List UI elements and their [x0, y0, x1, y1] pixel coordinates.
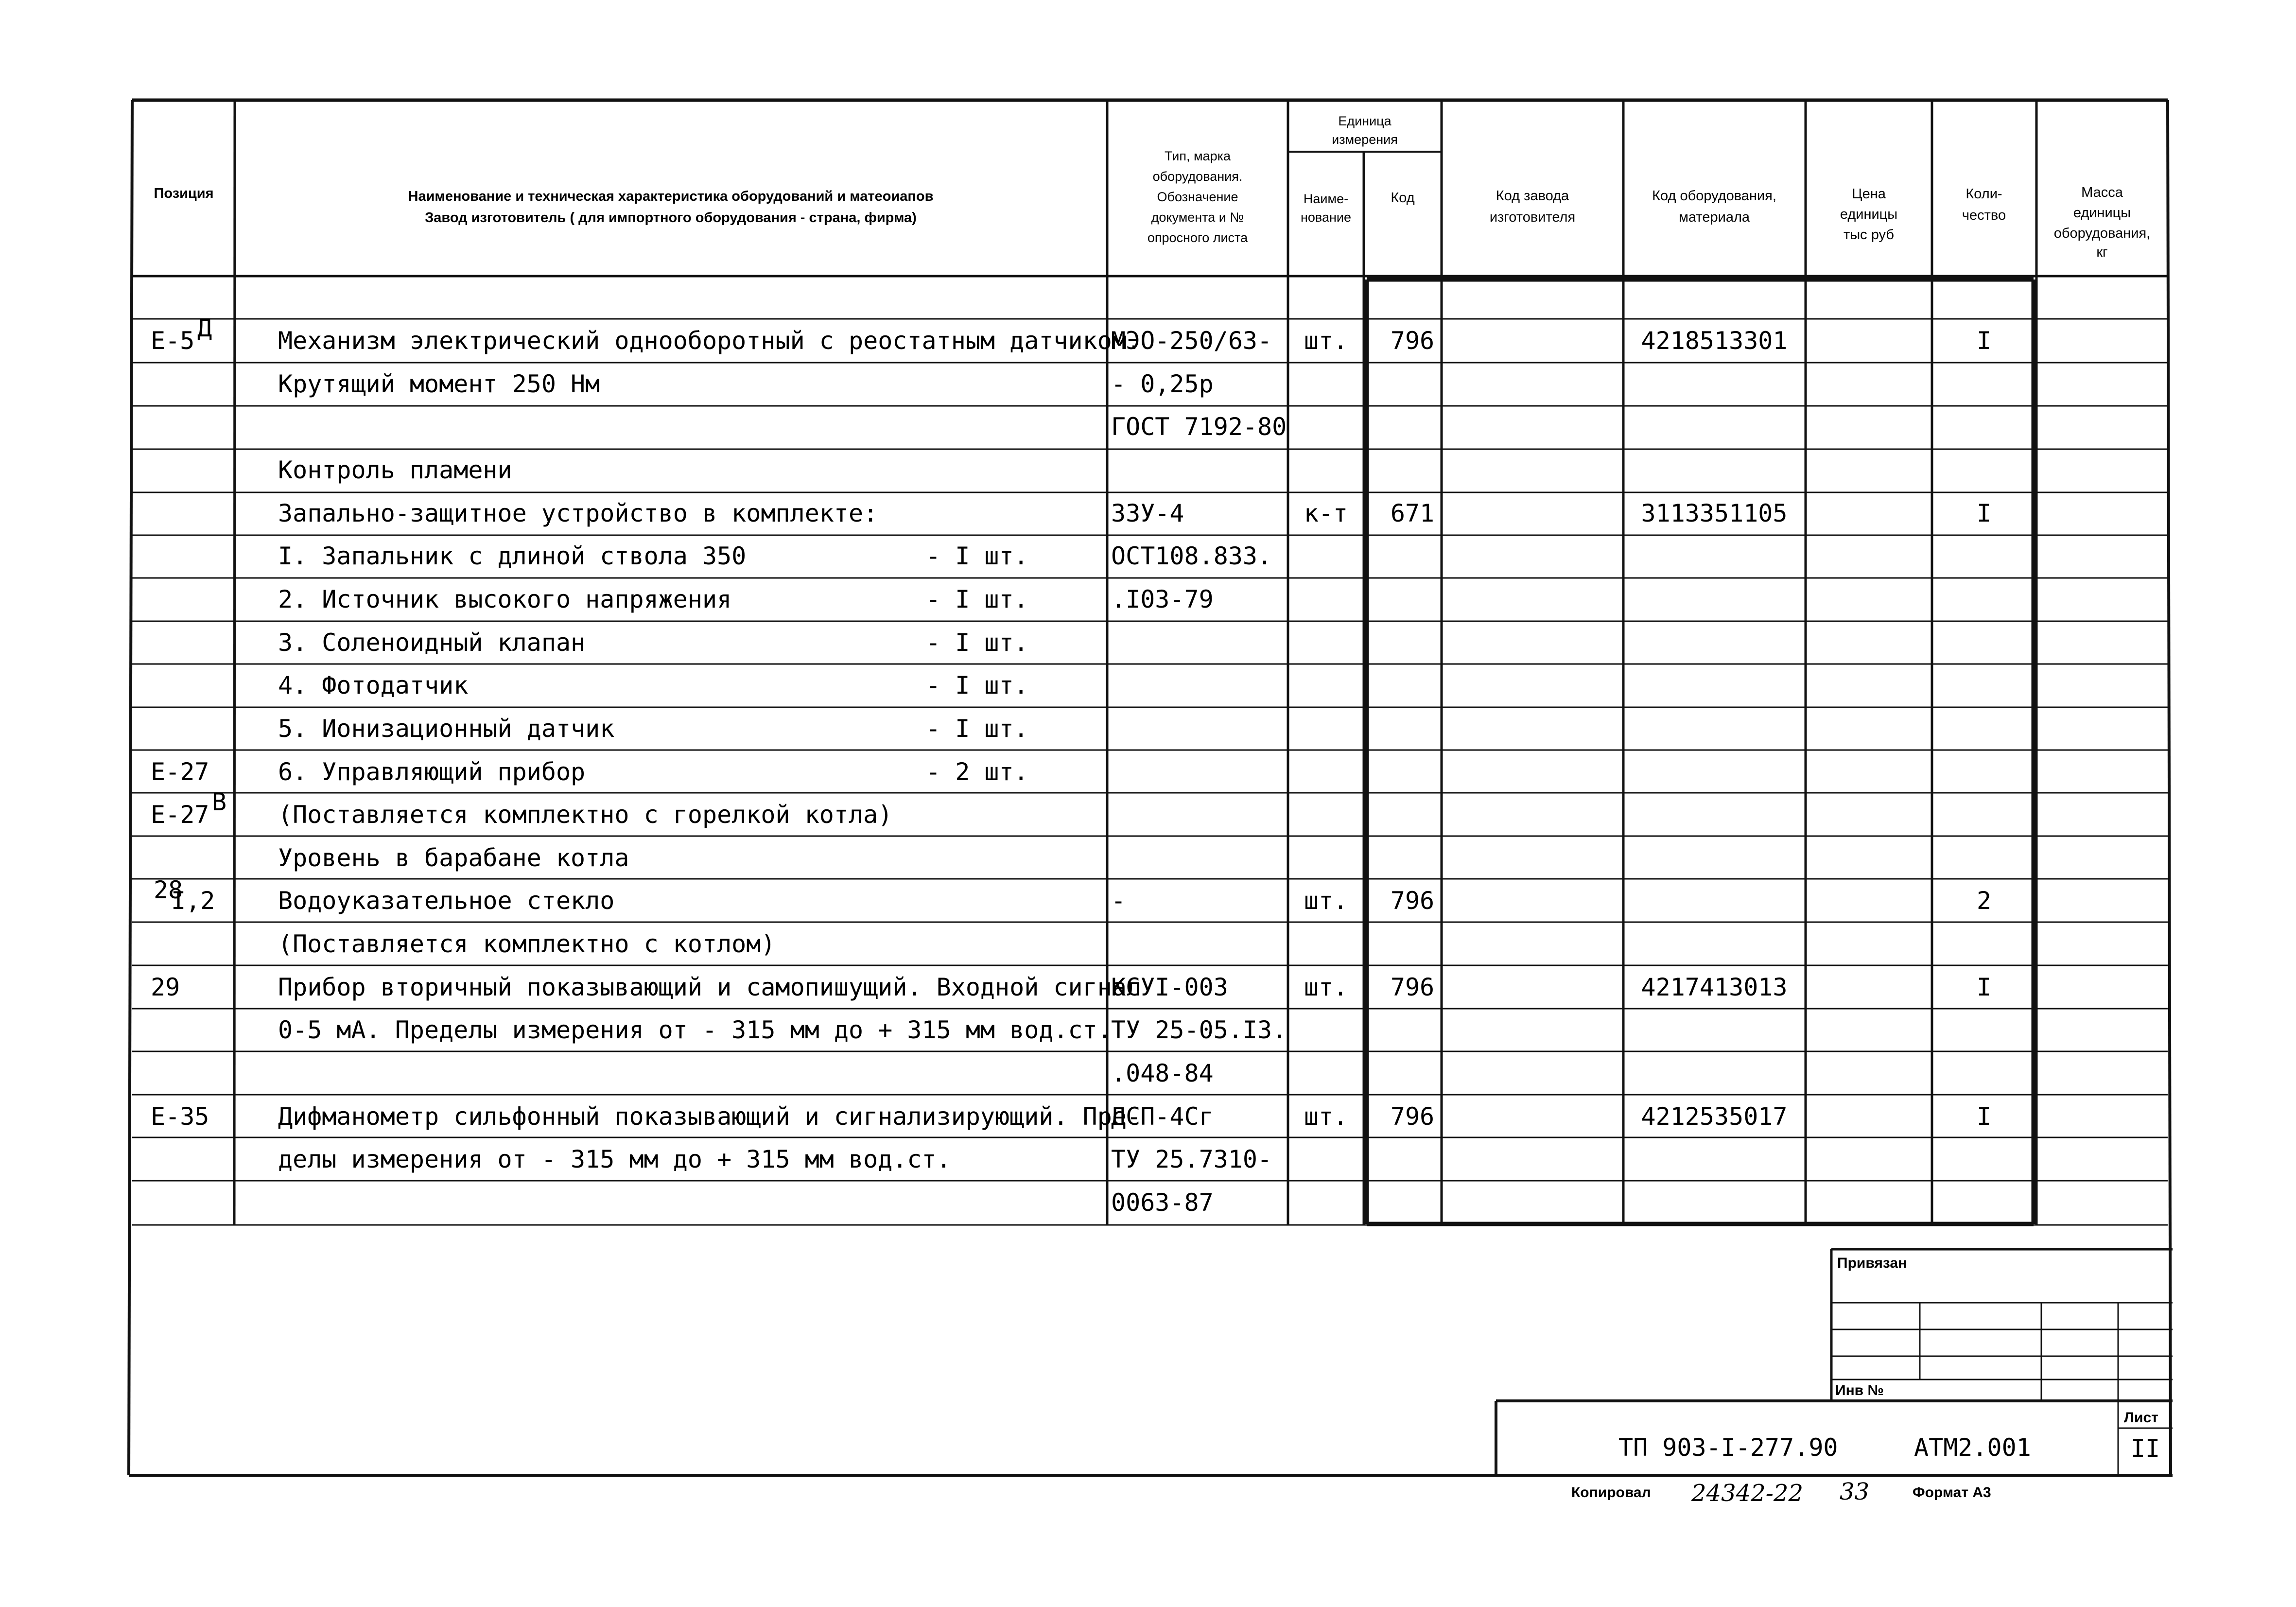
- row-name: Крутящий момент 250 Нм: [278, 370, 600, 398]
- hdr-price-line2: единицы: [1840, 207, 1898, 222]
- row-name: 4. Фотодатчик: [278, 671, 469, 699]
- hdr-type-line5: опросного листа: [1147, 230, 1248, 245]
- hdr-name-line1: Наименование и техническая характеристика оборудований и матеоиапов: [408, 189, 934, 204]
- row-name: I. Запальник с длиной ствола 350: [278, 542, 747, 570]
- row-type: .048-84: [1111, 1059, 1214, 1087]
- footer-format: Формат А3: [1913, 1485, 1991, 1501]
- hdr-pos: Позиция: [154, 186, 214, 201]
- tb-sheet-no: II: [2130, 1434, 2160, 1463]
- row-type: -: [1111, 887, 1126, 915]
- hdr-type-line4: документа и №: [1151, 210, 1244, 225]
- row-name-qty: - I шт.: [926, 671, 1028, 699]
- row-name: 5. Ионизационный датчик: [278, 715, 615, 743]
- row-unit: шт.: [1304, 973, 1348, 1001]
- tb-doc-code: ТП 903-I-277.90: [1618, 1433, 1838, 1462]
- row-name-qty: - I шт.: [926, 715, 1028, 743]
- row-name: Механизм электрический однооборотный с реостатным датчиком.: [278, 327, 1142, 355]
- hdr-factory-line1: Код завода: [1496, 188, 1569, 204]
- tb-privyazan: Привязан: [1837, 1255, 1907, 1271]
- row-type: .I03-79: [1111, 585, 1214, 613]
- row-unit: к-т: [1304, 499, 1348, 527]
- hdr-mass-line4: кг: [2096, 245, 2108, 260]
- hdr-type-line3: Обозначение: [1157, 190, 1238, 204]
- row-name: Дифманометр сильфонный показывающий и сигнализирующий. Пре-: [278, 1102, 1142, 1131]
- tb-doc-mark: АТМ2.001: [1914, 1433, 2031, 1462]
- row-code: 671: [1390, 499, 1435, 527]
- row-name: Уровень в барабане котла: [278, 844, 629, 872]
- hdr-unitname-line2: нование: [1301, 210, 1351, 225]
- row-code: 796: [1390, 327, 1435, 355]
- row-type: 0063-87: [1111, 1188, 1214, 1217]
- hdr-eqcode-line1: Код оборудования,: [1652, 188, 1776, 204]
- hdr-mass-line1: Масса: [2081, 185, 2123, 200]
- hdr-price-line1: Цена: [1852, 186, 1886, 202]
- row-type: ТУ 25.7310-: [1111, 1145, 1272, 1173]
- row-name-qty: - I шт.: [926, 629, 1028, 657]
- row-name: Прибор вторичный показывающий и самопишущий. Входной сигнал: [278, 973, 1142, 1001]
- row-qty: I: [1976, 327, 1992, 355]
- row-name-qty: - 2 шт.: [926, 758, 1028, 786]
- row-qty: I: [1976, 499, 1992, 527]
- footer-copied-num: 33: [1840, 1478, 1870, 1505]
- footer-copied-label: Копировал: [1571, 1485, 1651, 1501]
- hdr-qty-line2: чество: [1962, 208, 2006, 223]
- row-code: 796: [1390, 887, 1435, 915]
- hdr-qty-line1: Коли-: [1966, 186, 2002, 202]
- row-pos: Е-27: [151, 801, 209, 829]
- row-code: 796: [1390, 973, 1435, 1001]
- row-name: Контроль пламени: [278, 456, 512, 484]
- row-eqcode: 4217413013: [1641, 973, 1788, 1001]
- row-type: - 0,25р: [1111, 370, 1214, 398]
- hdr-eqcode-line2: материала: [1678, 210, 1750, 225]
- row-type: ГОСТ 7192-80: [1111, 413, 1287, 441]
- row-type: МЭО-250/63-: [1111, 327, 1272, 355]
- hdr-unitcode: Код: [1391, 190, 1415, 206]
- hdr-name-line2: Завод изготовитель ( для импортного оборудования - страна, фирма): [425, 210, 917, 226]
- hdr-type-line1: Тип, марка: [1164, 149, 1231, 163]
- row-qty: 2: [1976, 887, 1992, 915]
- hdr-unitname-line1: Наиме-: [1303, 192, 1349, 206]
- row-name-qty: - I шт.: [926, 542, 1028, 570]
- hdr-mass-line3: оборудования,: [2053, 226, 2151, 241]
- row-unit: шт.: [1304, 887, 1348, 915]
- row-pos: Е-5: [151, 327, 195, 355]
- row-type: ТУ 25-05.I3.: [1111, 1016, 1287, 1044]
- tb-inv: Инв №: [1835, 1382, 1884, 1398]
- row-name: Запально-защитное устройство в комплекте:: [278, 499, 878, 527]
- row-name: (Поставляется комплектно с горелкой котла): [278, 801, 893, 829]
- row-pos: Е-27: [151, 758, 209, 786]
- hdr-price-line3: тыс руб: [1844, 227, 1894, 243]
- hdr-mass-line2: единицы: [2073, 205, 2131, 221]
- row-name: 0-5 мА. Пределы измерения от - 315 мм до + 315 мм вод.ст.: [278, 1016, 1112, 1044]
- row-name: 6. Управляющий прибор: [278, 758, 586, 786]
- row-qty: I: [1976, 1102, 1992, 1131]
- hdr-factory-line2: изготовителя: [1489, 210, 1576, 225]
- row-name: (Поставляется комплектно с котлом): [278, 930, 776, 958]
- row-name: 2. Источник высокого напряжения: [278, 585, 732, 613]
- row-eqcode: 4218513301: [1641, 327, 1788, 355]
- row-code: 796: [1390, 1102, 1435, 1131]
- row-pos: I,2: [171, 887, 215, 915]
- footer-copied-value: 24342-22: [1691, 1480, 1803, 1507]
- hdr-unit-line2: измерения: [1332, 132, 1398, 147]
- row-name-qty: - I шт.: [926, 585, 1028, 613]
- row-type: КСУI-003: [1111, 973, 1228, 1001]
- row-pos: 29: [151, 973, 180, 1001]
- row-type: ОСТ108.833.: [1111, 542, 1272, 570]
- hdr-type-line2: оборудования.: [1152, 169, 1243, 184]
- row-name: делы измерения от - 315 мм до + 315 мм вод.ст.: [278, 1145, 951, 1173]
- row-type: ДСП-4Сг: [1111, 1102, 1214, 1131]
- row-name: Водоуказательное стекло: [278, 887, 615, 915]
- row-pos-prefix: 28: [154, 876, 183, 904]
- tb-sheet-label: Лист: [2124, 1410, 2158, 1426]
- row-eqcode: 3113351105: [1641, 499, 1788, 527]
- row-eqcode: 4212535017: [1641, 1102, 1788, 1131]
- row-unit: шт.: [1304, 327, 1348, 355]
- row-type: ЗЗУ-4: [1111, 499, 1184, 527]
- row-pos-superscript: В: [212, 788, 227, 816]
- row-unit: шт.: [1304, 1102, 1348, 1131]
- hdr-unit-line1: Единица: [1338, 114, 1392, 128]
- row-pos: Е-35: [151, 1102, 209, 1131]
- row-name: 3. Соленоидный клапан: [278, 629, 586, 657]
- row-qty: I: [1976, 973, 1992, 1001]
- row-pos-superscript: Д: [197, 314, 212, 342]
